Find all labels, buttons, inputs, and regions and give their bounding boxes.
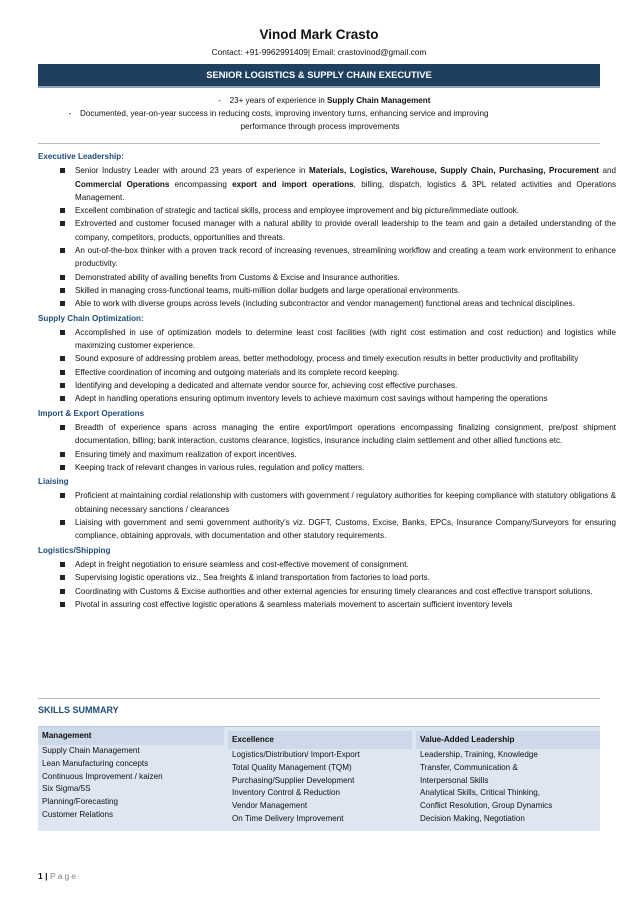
square-bullet-icon [60, 602, 65, 607]
square-bullet-icon [60, 356, 65, 361]
logistics-list [38, 558, 616, 611]
list-item-text: Breadth of experience spans across managing the entire export/import operations encompassing finalizing consignment, pre/post shipment documentation, billing; bank interaction, customs clearance, logistics, insurance including claim settlement and other allied functions etc. [75, 422, 616, 446]
experience-content [38, 149, 616, 611]
skill-item: Transfer, Communication & [420, 762, 518, 772]
skill-item: Interpersonal Skills [420, 775, 489, 785]
skill-item: Conflict Resolution, Group Dynamics [420, 801, 553, 811]
skill-item: Customer Relations [42, 809, 114, 819]
text-run-bold: export and import operations [232, 179, 354, 189]
summary-line-2 [60, 107, 580, 120]
list-item-text: Extroverted and customer focused manager with a natural ability to provide overall leadership to the team and gain a detailed understanding of the company, competitors, products, opportunities and threats. [75, 219, 616, 242]
text-run: encompassing [169, 179, 233, 189]
square-bullet-icon [60, 248, 65, 253]
liaising-list [38, 489, 616, 542]
list-item [38, 204, 616, 217]
list-item-text: Identifying and developing a dedicated and alternate vendor source for, achieving cost effective purchases. [75, 381, 458, 391]
page-number: 1 [38, 871, 43, 881]
skill-item: Logistics/Distribution/ Import-Export [232, 750, 360, 759]
text-run: , billing, dispatch, logistics & 3PL related activities and Operations Management. [75, 179, 616, 202]
section-heading-executive-leadership: Executive Leadership: [38, 152, 124, 161]
executive-leadership-list [38, 164, 616, 310]
list-item-text: Demonstrated ability of availing benefits from Customs & Excise and Insurance authorities. [75, 272, 400, 282]
list-item-text: Skilled in managing cross-functional teams, multi-million dollar budgets and large operational environments. [75, 285, 461, 295]
list-item-text: Ensuring timely and maximum realization of export incentives. [75, 449, 297, 459]
list-item [38, 421, 616, 448]
list-item-text: Accomplished in use of optimization models to determine least cost facilities (with right cost estimation and cost reduction) and logistics while maximizing customer experience. [75, 327, 616, 351]
list-item-text: Proficient at maintaining cordial relationship with customers with government / regulatory authorities for keeping compliance with statutory obligations & obtaining necessary sanctions / clearances [75, 491, 616, 514]
skills-column-excellence [228, 727, 412, 826]
list-item-text: Liaising with government and semi government authority's viz. DGFT, Customs, Excise, Banks, EPCs, Insurance Company/Surveyors for ensuring compliance, obtaining approvals, with documentation and other statutory requirements. [75, 518, 616, 541]
square-bullet-icon [60, 168, 65, 173]
skill-item: Supply Chain Management [42, 746, 140, 755]
list-item [38, 244, 616, 271]
skills-column-value-added-leadership [416, 727, 600, 826]
summary-line-1 [60, 94, 580, 107]
summary-text: Documented, year-on-year success in reducing costs, improving inventory turns, enhancing service and improving [80, 109, 489, 118]
list-item [38, 585, 616, 598]
summary-line-3 [60, 120, 580, 133]
divider [38, 143, 600, 144]
list-item [38, 392, 616, 405]
dash-marker: - [218, 96, 221, 105]
column-header: Management [38, 727, 224, 745]
list-item [38, 326, 616, 353]
section-heading-supply-chain: Supply Chain Optimization: [38, 313, 144, 323]
text-run-bold: Commercial Operations [75, 179, 170, 189]
square-bullet-icon [60, 221, 65, 226]
square-bullet-icon [60, 208, 65, 213]
list-item [38, 284, 616, 297]
list-item [38, 297, 616, 310]
summary-text-prefix: 23+ years of experience in [229, 96, 327, 105]
square-bullet-icon [60, 301, 65, 306]
square-bullet-icon [60, 465, 65, 470]
list-item [38, 379, 616, 392]
square-bullet-icon [60, 288, 65, 293]
list-item [38, 448, 616, 461]
skill-item: Analytical Skills, Critical Thinking, [420, 788, 540, 798]
supply-chain-list [38, 326, 616, 406]
column-header: Excellence [228, 731, 412, 749]
list-item-text: Supervising logistic operations viz., Sea freights & inland transportation from factories to load ports. [75, 573, 430, 583]
import-export-list [38, 421, 616, 474]
skill-item: Decision Making, Negotiation [420, 813, 525, 823]
square-bullet-icon [60, 575, 65, 580]
page-footer [38, 871, 78, 881]
square-bullet-icon [60, 452, 65, 457]
list-item [38, 366, 616, 379]
square-bullet-icon [60, 562, 65, 567]
text-run-bold: Materials, Logistics, Warehouse, Supply Chain, Purchasing, Procurement [308, 166, 599, 176]
footer-separator: | [45, 871, 48, 881]
skill-item: Purchasing/Supplier Development [232, 775, 355, 785]
list-item-text: Coordinating with Customs & Excise authorities and other external agencies for ensuring timely clearances and cost effective transport solutions. [75, 586, 593, 596]
contact-line: Contact: +91-9962991409| Email: crastovinod@gmail.com [211, 47, 427, 57]
summary-text-bold: Supply Chain Management [326, 96, 431, 105]
square-bullet-icon [60, 330, 65, 335]
divider [38, 698, 600, 699]
skill-item: Vendor Management [232, 801, 308, 811]
profile-summary [60, 94, 580, 133]
column-header: Value-Added Leadership [416, 731, 600, 749]
section-heading-logistics: Logistics/Shipping [38, 545, 111, 555]
text-run: and [598, 166, 616, 176]
text-run: Senior Industry Leader with around 23 years of experience in [75, 166, 309, 176]
skill-item: On Time Delivery Improvement [232, 813, 344, 823]
list-item-text: An out-of-the-box thinker with a proven track record of increasing revenues, streamlining workflow and creating a team work environment to enhance productivity. [75, 246, 616, 269]
square-bullet-icon [60, 493, 65, 498]
page-label: Page [49, 871, 79, 881]
list-item [38, 571, 616, 584]
square-bullet-icon [60, 520, 65, 525]
summary-text: performance through process improvements [240, 122, 400, 131]
skill-item: Six Sigma/5S [42, 784, 91, 794]
square-bullet-icon [60, 589, 65, 594]
list-item-text: Keeping track of relevant changes in various rules, regulation and policy matters. [75, 462, 365, 472]
square-bullet-icon [60, 383, 65, 388]
skill-item: Leadership, Training, Knowledge [420, 750, 538, 759]
candidate-name: Vinod Mark Crasto [259, 27, 379, 42]
square-bullet-icon [60, 370, 65, 375]
skills-table [38, 726, 600, 831]
square-bullet-icon [60, 275, 65, 280]
skills-summary-heading: SKILLS SUMMARY [38, 705, 119, 715]
list-item-text: Effective coordination of incoming and outgoing materials and its complete record keeping. [75, 367, 400, 377]
skills-column-management [38, 727, 224, 822]
list-item-text: Excellent combination of strategic and tactical skills, process and employee improvement and big picture/immediate outlook. [75, 206, 520, 216]
section-heading-liaising: Liaising [38, 477, 69, 487]
list-item [38, 461, 616, 474]
list-item [38, 271, 616, 284]
skill-item: Total Quality Management (TQM) [232, 762, 352, 772]
square-bullet-icon [60, 396, 65, 401]
skill-item: Planning/Forecasting [42, 797, 119, 807]
section-heading-import-export: Import & Export Operations [38, 408, 145, 418]
list-item [38, 489, 616, 516]
list-item [38, 516, 616, 543]
list-item [38, 558, 616, 571]
skill-item: Inventory Control & Reduction [232, 788, 340, 798]
square-bullet-icon [60, 425, 65, 430]
skill-item: Lean Manufacturing concepts [42, 758, 149, 768]
list-item [38, 164, 616, 204]
list-item-text: Sound exposure of addressing problem areas, better methodology, process and timely execution results in better productivity and profitability [75, 354, 579, 364]
list-item-text: Pivotal in assuring cost effective logistic operations & seamless materials movement to ascertain sufficient inventory levels [75, 599, 513, 609]
summary-text [230, 94, 431, 107]
skill-item: Continuous Improvement / kaizen [42, 771, 163, 781]
list-item-text: Able to work with diverse groups across levels (including subcontractor and vendor management) functional areas and technical disciplines. [75, 299, 575, 309]
list-item-text: Adept in freight negotiation to ensure seamless and cost-effective movement of consignment. [75, 559, 409, 569]
job-title-banner: SENIOR LOGISTICS & SUPPLY CHAIN EXECUTIVE [38, 64, 600, 88]
dash-marker: - [68, 109, 72, 118]
list-item [38, 598, 616, 611]
list-item [38, 217, 616, 244]
list-item-text: Adept in handling operations ensuring optimum inventory levels to achieve maximum cost savings without hampering the operations [75, 394, 548, 404]
list-item [38, 352, 616, 365]
